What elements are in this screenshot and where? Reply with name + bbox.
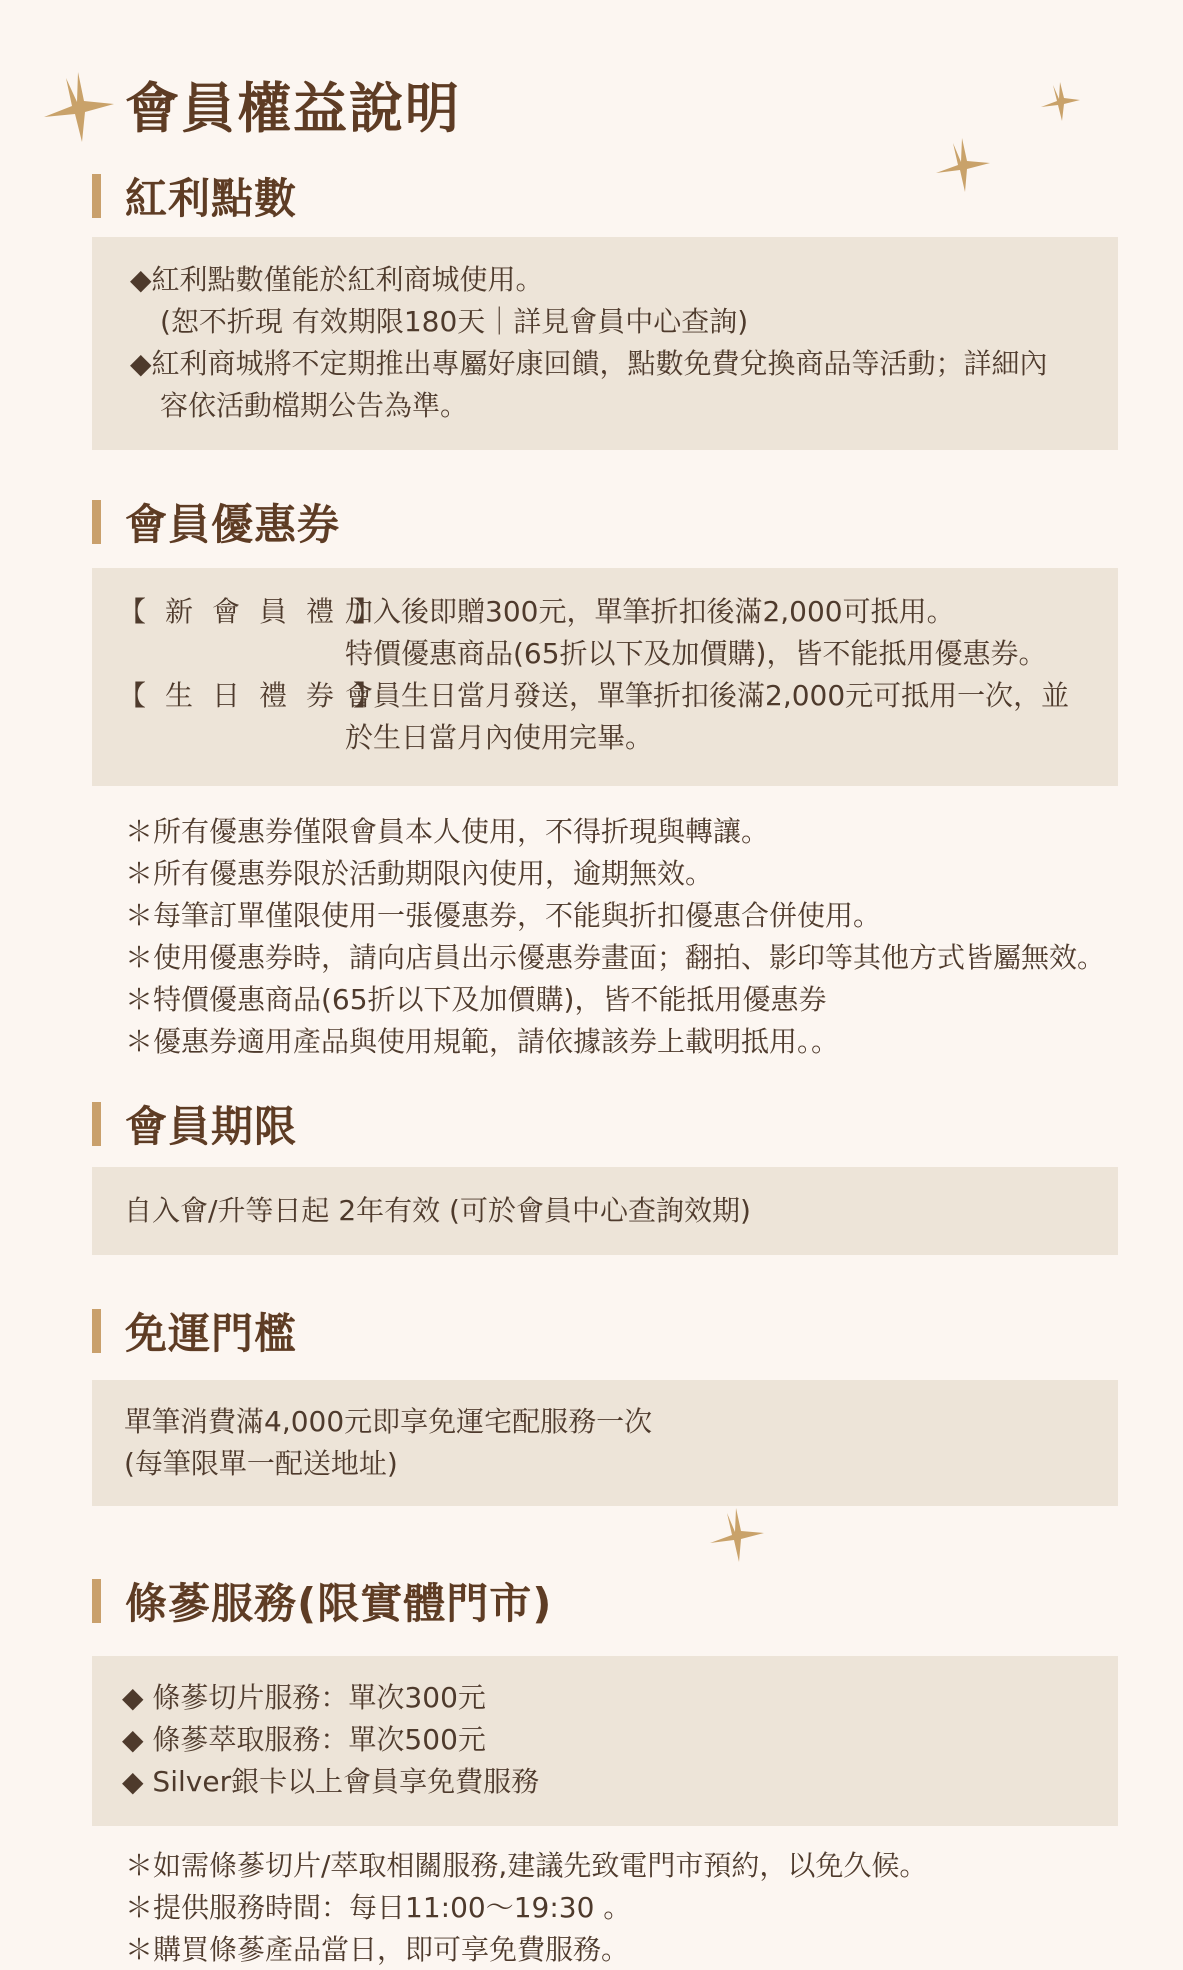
section-heading-shipping <box>92 1307 298 1358</box>
coupon-line: 加入後即贈300元，單筆折扣後滿2,000可抵用。 <box>345 595 955 628</box>
ginseng-line: ◆ 條蔘切片服務：單次300元 <box>122 1681 486 1714</box>
coupon-note: ＊所有優惠券僅限會員本人使用，不得折現與轉讓。 <box>125 815 770 848</box>
sparkle-star-icon <box>706 1506 766 1566</box>
sparkle-star-icon <box>38 68 118 148</box>
section-title: 會員期限 <box>125 1102 298 1151</box>
section-heading-term <box>92 1100 298 1151</box>
section-title: 會員優惠券 <box>125 500 341 549</box>
coupon-note: ＊使用優惠券時，請向店員出示優惠券畫面；翻拍、影印等其他方式皆屬無效。 <box>125 941 1106 974</box>
term-text: 自入會/升等日起 2年有效 (可於會員中心查詢效期) <box>124 1194 751 1227</box>
bonus-box <box>92 237 1118 450</box>
accent-bar <box>92 1579 101 1623</box>
sparkle-star-icon <box>1038 80 1082 124</box>
coupon-note: ＊所有優惠券限於活動期限內使用，逾期無效。 <box>125 857 714 890</box>
accent-bar <box>92 1309 101 1353</box>
section-heading-coupon <box>92 498 341 549</box>
accent-bar <box>92 1102 101 1146</box>
sparkle-star-icon <box>932 136 992 196</box>
bonus-line: ◆紅利商城將不定期推出專屬好康回饋，點數免費兌換商品等活動；詳細內 <box>130 347 1048 380</box>
accent-bar <box>92 500 101 544</box>
coupon-line: 特價優惠商品(65折以下及加價購)，皆不能抵用優惠券。 <box>345 637 1047 670</box>
section-title: 紅利點數 <box>125 174 298 223</box>
ginseng-note: ＊購買條蔘產品當日，即可享免費服務。 <box>125 1933 630 1966</box>
coupon-box <box>92 568 1118 786</box>
coupon-line: 會員生日當月發送，單筆折扣後滿2,000元可抵用一次，並 <box>345 679 1070 712</box>
shipping-box <box>92 1380 1118 1506</box>
bonus-line: (恕不折現 有效期限180天｜詳見會員中心查詢) <box>160 305 749 338</box>
shipping-line: (每筆限單一配送地址) <box>124 1447 398 1480</box>
ginseng-box <box>92 1656 1118 1826</box>
ginseng-note: ＊提供服務時間：每日11:00～19:30 。 <box>125 1891 632 1924</box>
shipping-line: 單筆消費滿4,000元即享免運宅配服務一次 <box>124 1405 653 1438</box>
coupon-note: ＊每筆訂單僅限使用一張優惠券，不能與折扣優惠合併使用。 <box>125 899 882 932</box>
coupon-line: 於生日當月內使用完畢。 <box>345 721 654 754</box>
page-title: 會員權益說明 <box>125 77 461 140</box>
section-heading-bonus <box>92 172 298 223</box>
new-member-tag: 【新會員禮】 <box>118 595 401 628</box>
accent-bar <box>92 174 101 218</box>
term-box <box>92 1167 1118 1255</box>
ginseng-line: ◆ 條蔘萃取服務：單次500元 <box>122 1723 486 1756</box>
birthday-tag: 【生日禮券】 <box>118 679 401 712</box>
section-title: 條蔘服務(限實體門市) <box>125 1579 553 1628</box>
section-title: 免運門檻 <box>125 1309 298 1358</box>
coupon-note: ＊優惠券適用產品與使用規範，請依據該券上載明抵用。。 <box>125 1025 840 1058</box>
ginseng-line: ◆ Silver銀卡以上會員享免費服務 <box>122 1765 540 1798</box>
bonus-line: 容依活動檔期公告為準。 <box>160 389 469 422</box>
section-heading-ginseng <box>92 1577 553 1628</box>
coupon-note: ＊特價優惠商品(65折以下及加價購)，皆不能抵用優惠券 <box>125 983 827 1016</box>
bonus-line: ◆紅利點數僅能於紅利商城使用。 <box>130 263 544 296</box>
ginseng-note: ＊如需條蔘切片/萃取相關服務,建議先致電門市預約，以免久候。 <box>125 1849 928 1882</box>
